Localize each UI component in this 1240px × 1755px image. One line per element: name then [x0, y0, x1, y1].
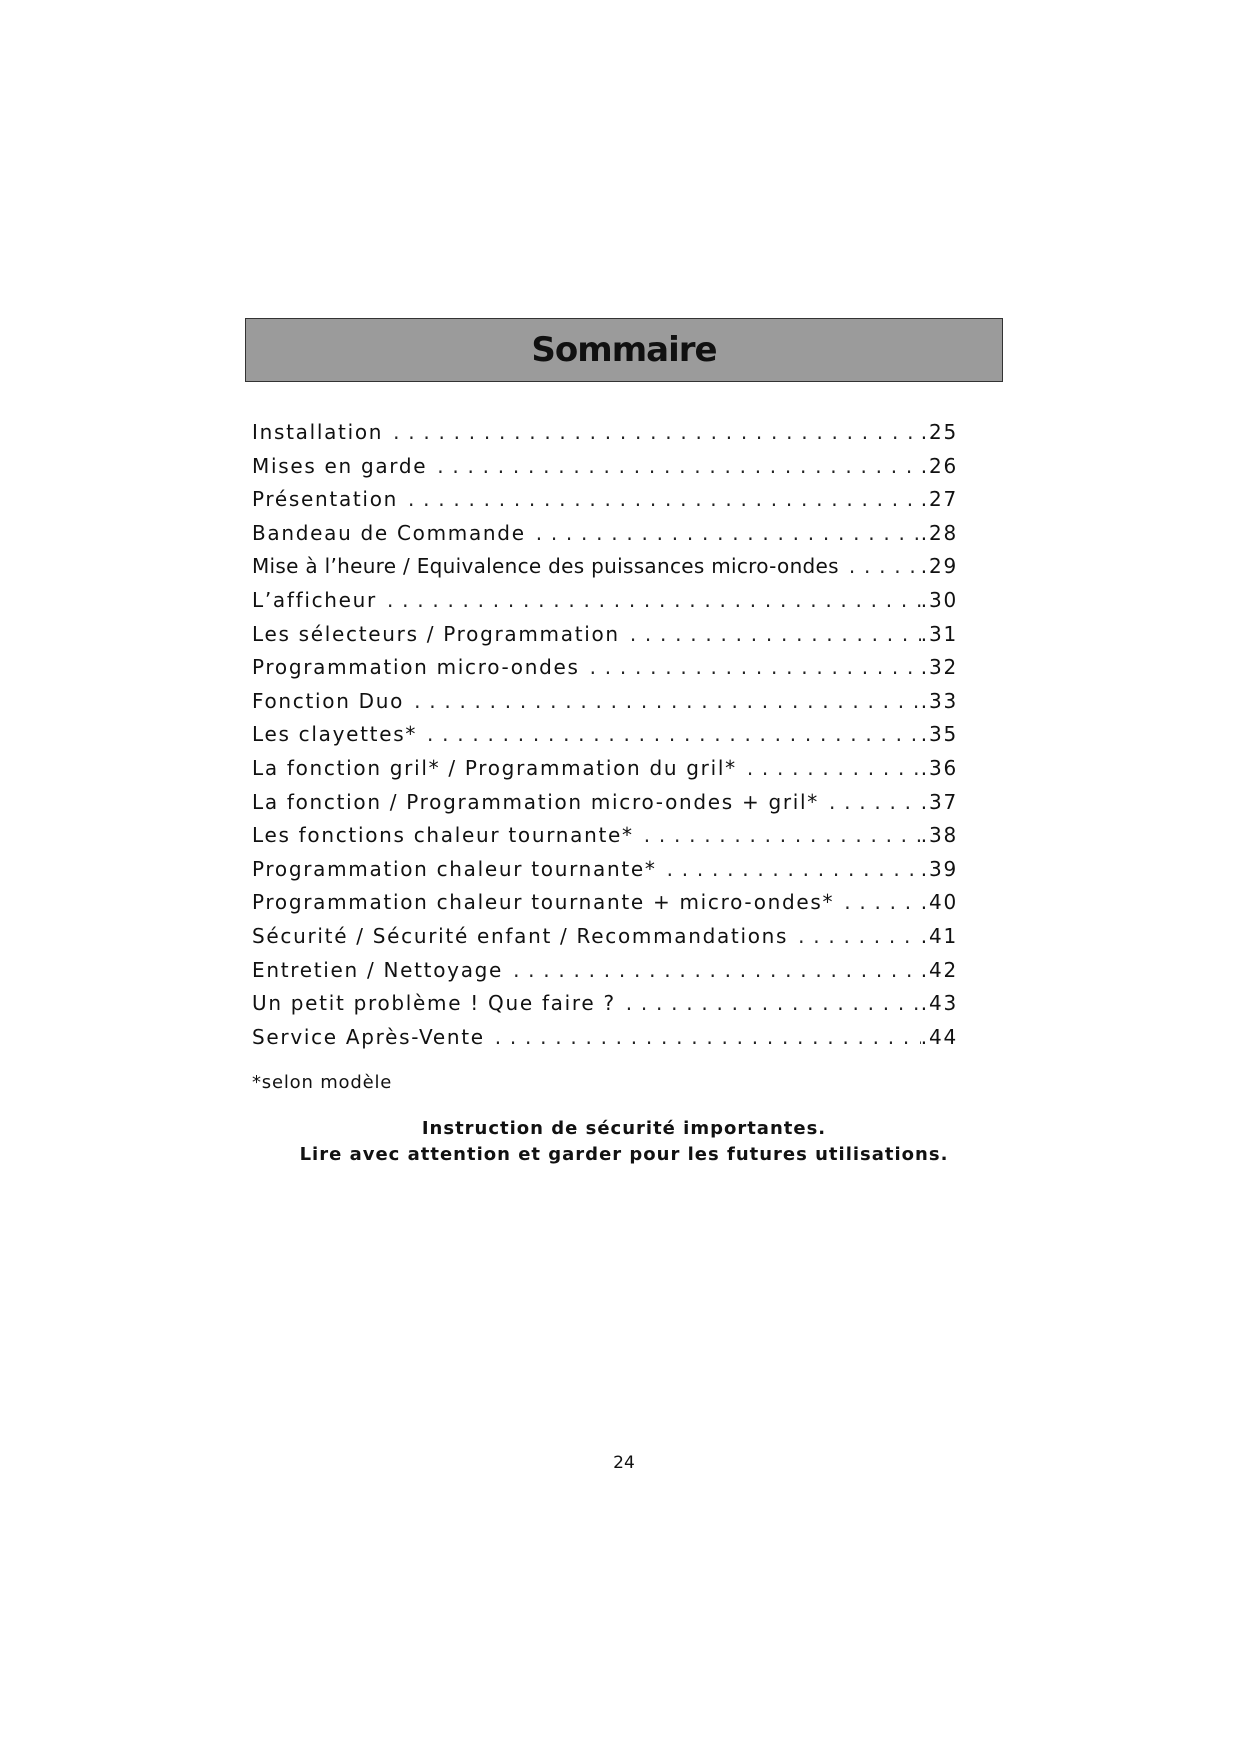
toc-entry-fonctions-chaleur-tournante [252, 823, 958, 857]
toc-entry-chaleur-tournante-micro-ondes [252, 890, 958, 924]
toc-entry-page: .31 [920, 621, 958, 646]
toc-entry-page: .32 [920, 655, 958, 680]
toc-dot-leader [536, 521, 921, 545]
toc-entry-fonction-gril [252, 756, 958, 790]
toc-entry-page: .35 [920, 722, 958, 747]
toc-entry-label: Programmation chaleur tournante* [252, 856, 657, 881]
toc-entry-page: .28 [920, 520, 958, 545]
toc-entry-securite [252, 924, 958, 958]
toc-entry-label: Bandeau de Commande [252, 520, 526, 545]
toc-entry-label: La fonction / Programmation micro-ondes + gril* [252, 789, 820, 814]
toc-entry-service-apres-vente [252, 1025, 958, 1059]
toc-entry-page: .25 [920, 420, 958, 444]
toc-entry-label: Les sélecteurs / Programmation [252, 621, 620, 646]
toc-entry-label: Mises en garde [252, 453, 428, 478]
page-number: 24 [613, 1453, 635, 1473]
toc-dot-leader [630, 622, 921, 646]
toc-entry-label: Service Après-Vente [252, 1024, 485, 1049]
toc-entry-page: .43 [920, 991, 958, 1016]
toc-entry-page: .27 [920, 487, 958, 512]
toc-entry-label: Installation [252, 420, 384, 444]
toc-dot-leader [495, 1025, 921, 1049]
toc-dot-leader [590, 655, 921, 679]
toc-entry-label: Les fonctions chaleur tournante* [252, 823, 634, 848]
toc-dot-leader [747, 756, 921, 780]
toc-dot-leader [626, 991, 921, 1015]
toc-dot-leader [844, 890, 921, 914]
toc-entry-fonction-duo [252, 689, 958, 723]
toc-entry-mise-a-l-heure [252, 554, 958, 588]
toc-dot-leader [393, 420, 921, 444]
footnote: *selon modèle [252, 1072, 393, 1093]
toc-entry-label: Les clayettes* [252, 722, 418, 747]
toc-entry-label: Présentation [252, 487, 399, 512]
toc-entry-label: Programmation chaleur tournante + micro-ondes* [252, 890, 835, 915]
toc-entry-programmation-chaleur-tournante [252, 857, 958, 891]
toc-entry-page: .26 [920, 453, 958, 478]
toc-entry-page: .42 [920, 957, 958, 982]
toc-entry-micro-ondes-gril [252, 790, 958, 824]
toc-dot-leader [387, 588, 921, 612]
toc-entry-label: Fonction Duo [252, 688, 405, 713]
page-title: Sommaire [531, 330, 717, 370]
toc-entry-label: Entretien / Nettoyage [252, 957, 504, 982]
toc-entry-programmation-micro-ondes [252, 655, 958, 689]
toc-entry-label: Programmation micro-ondes [252, 655, 580, 680]
toc-entry-l-afficheur [252, 588, 958, 622]
toc-dot-leader [849, 554, 921, 578]
toc-entry-label: Mise à l’heure / Equivalence des puissances micro-ondes [252, 554, 839, 579]
toc-dot-leader [644, 823, 921, 847]
toc-entry-installation [252, 420, 958, 454]
toc-entry-bandeau-de-commande [252, 521, 958, 555]
toc-entry-les-selecteurs [252, 622, 958, 656]
toc-entry-page: .40 [920, 890, 958, 915]
toc-entry-page: .29 [920, 554, 958, 579]
toc-entry-page: .37 [920, 789, 958, 814]
safety-notice-line-1: Instruction de sécurité importantes. [421, 1118, 827, 1139]
toc-entry-page: .41 [920, 923, 958, 948]
toc-entry-page: .44 [920, 1024, 958, 1049]
toc-entry-page: .30 [920, 587, 958, 612]
toc-entry-page: .38 [920, 823, 958, 848]
toc-entry-label: Sécurité / Sécurité enfant / Recommandations [252, 923, 789, 948]
toc-dot-leader [437, 454, 921, 478]
title-banner [245, 318, 1003, 382]
toc-entry-petit-probleme [252, 991, 958, 1025]
toc-entry-label: La fonction gril* / Programmation du gril* [252, 755, 737, 780]
toc-entry-label: Un petit problème ! Que faire ? [252, 991, 616, 1016]
toc-entry-presentation [252, 487, 958, 521]
safety-notice-line-2: Lire avec attention et garder pour les futures utilisations. [299, 1144, 949, 1165]
toc-dot-leader [513, 958, 921, 982]
safety-notice [245, 1116, 1003, 1168]
toc-entry-mises-en-garde [252, 454, 958, 488]
toc-dot-leader [829, 790, 921, 814]
toc-dot-leader [414, 689, 921, 713]
toc-entry-page: .33 [920, 688, 958, 713]
toc-entry-entretien [252, 958, 958, 992]
toc-dot-leader [408, 487, 921, 511]
table-of-contents [252, 420, 958, 1058]
toc-dot-leader [667, 857, 921, 881]
toc-dot-leader [798, 924, 921, 948]
toc-dot-leader [427, 722, 921, 746]
toc-entry-page: .36 [920, 755, 958, 780]
toc-entry-les-clayettes [252, 722, 958, 756]
toc-entry-label: L’afficheur [252, 587, 377, 612]
toc-entry-page: .39 [920, 856, 958, 881]
